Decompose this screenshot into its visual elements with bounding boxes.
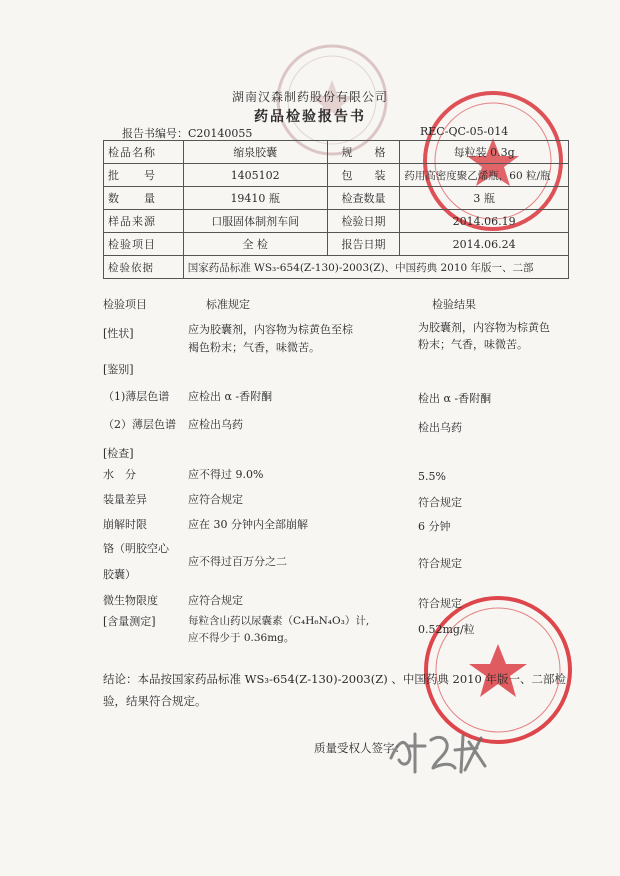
disint-standard: 应在 30 分钟内全部崩解: [188, 518, 308, 531]
package: 药用高密度聚乙烯瓶，60 粒/瓶: [400, 164, 569, 187]
fill-item: 装量差异: [103, 493, 147, 506]
spec: 每粒装 0.3g: [400, 141, 569, 164]
basis-label: 检验依据: [104, 256, 184, 279]
conclusion: [103, 668, 603, 712]
test-date-label: 检验日期: [327, 210, 400, 233]
sample-qty: 3 瓶: [400, 187, 569, 210]
assay-standard-2: 应不得少于 0.36mg。: [188, 632, 295, 644]
micro-result: 符合规定: [418, 597, 462, 610]
water-result: 5.5%: [418, 470, 446, 483]
signature-label: 质量受权人签字：: [314, 741, 406, 755]
micro-item: 微生物限度: [103, 594, 158, 607]
assay-result: 0.52mg/粒: [418, 623, 475, 636]
conclusion-line-2: 验，结果符合规定。: [103, 694, 207, 708]
tlc1-result: 检出 α -香附酮: [418, 392, 492, 405]
item-label: 检验项目: [104, 233, 184, 256]
basis: 国家药品标准 WS₃-654(Z-130)-2003(Z)、中国药典 2010 年版一、二部: [183, 256, 568, 279]
water-item: 水 分: [103, 468, 136, 481]
report-number-value: C20140055: [188, 127, 253, 140]
info-table: [103, 140, 569, 279]
tlc2-item: （2）薄层色谱: [103, 418, 176, 431]
character-result-2: 粉末；气香，味微苦。: [418, 338, 528, 351]
spec-label: 规 格: [327, 141, 400, 164]
fill-standard: 应符合规定: [188, 493, 243, 506]
batch-label: 批 号: [104, 164, 184, 187]
table-row: [104, 256, 569, 279]
quantity: 19410 瓶: [183, 187, 327, 210]
tlc1-item: （1)薄层色谱: [103, 390, 170, 403]
assay-standard-1: 每粒含山药以尿囊素（C₄H₆N₄O₃）计,: [188, 615, 370, 627]
character-section: [性状]: [103, 327, 134, 340]
identification-section: [鉴别]: [103, 363, 134, 376]
fill-result: 符合规定: [418, 496, 462, 509]
assay-section: [含量测定]: [103, 615, 156, 628]
chromium-item-2: 胶囊）: [103, 568, 136, 581]
table-row: [104, 233, 569, 256]
micro-standard: 应符合规定: [188, 594, 243, 607]
character-standard-1: 应为胶囊剂，内容物为棕黄色至棕: [188, 323, 353, 336]
sample-qty-label: 检查数量: [327, 187, 400, 210]
water-standard: 应不得过 9.0%: [188, 468, 264, 481]
disint-result: 6 分钟: [418, 520, 451, 533]
product-name: 缩泉胶囊: [183, 141, 327, 164]
tlc2-standard: 应检出乌药: [188, 418, 243, 431]
handwritten-signature: [385, 720, 495, 780]
report-date: 2014.06.24: [400, 233, 569, 256]
disint-item: 崩解时限: [103, 518, 147, 531]
tlc2-result: 检出乌药: [418, 421, 462, 434]
table-row: [104, 210, 569, 233]
chromium-result: 符合规定: [418, 557, 462, 570]
character-standard-2: 褐色粉末；气香，味微苦。: [188, 341, 320, 354]
conclusion-line-1: 结论：本品按国家药品标准 WS₃-654(Z-130)-2003(Z) 、中国药典 2010 年版一、二部检: [103, 672, 566, 686]
report-number: [122, 125, 252, 141]
col-item-header: 检验项目: [103, 298, 147, 311]
tlc1-standard: 应检出 α -香附酮: [188, 390, 273, 403]
batch: 1405102: [183, 164, 327, 187]
character-result-1: 为胶囊剂，内容物为棕黄色: [418, 321, 550, 334]
company-name: 湖南汉森制药股份有限公司: [231, 90, 388, 104]
report-number-label: 报告书编号：: [122, 127, 188, 140]
document-title: 药品检验报告书: [254, 109, 366, 125]
table-row: [104, 187, 569, 210]
item: 全 检: [183, 233, 327, 256]
report-date-label: 报告日期: [327, 233, 400, 256]
table-row: [104, 141, 569, 164]
source: 口服固体制剂车间: [183, 210, 327, 233]
inspection-section: [检查]: [103, 447, 134, 460]
source-label: 样品来源: [104, 210, 184, 233]
record-code: REC-QC-05-014: [420, 125, 509, 138]
col-standard-header: 标准规定: [206, 298, 250, 311]
quantity-label: 数 量: [104, 187, 184, 210]
package-label: 包 装: [327, 164, 400, 187]
table-row: [104, 164, 569, 187]
product-name-label: 检品名称: [104, 141, 184, 164]
chromium-item-1: 铬（明胶空心: [103, 542, 169, 555]
col-result-header: 检验结果: [432, 298, 476, 311]
test-date: 2014.06.19: [400, 210, 569, 233]
chromium-standard: 应不得过百万分之二: [188, 555, 287, 568]
